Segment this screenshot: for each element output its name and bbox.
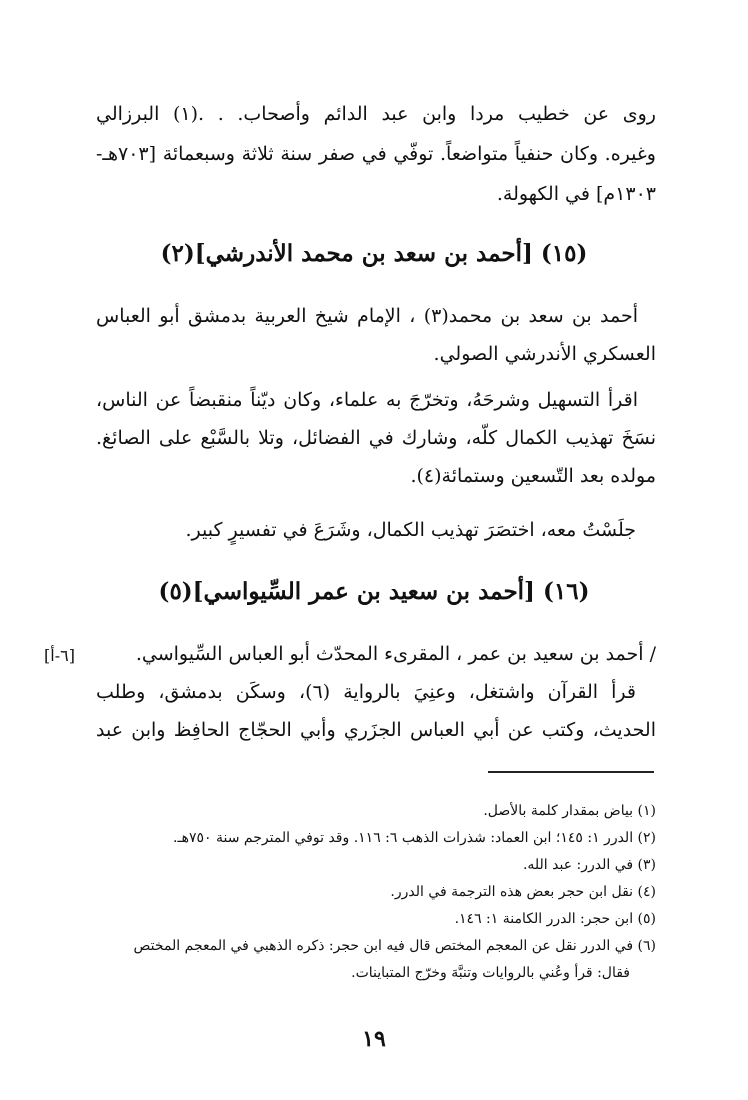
entry-heading: (١٦) [أحمد بن سعيد بن عمر السِّيواسي](٥) [158,578,590,605]
footnote: (٦) في الدرر نقل عن المعجم المختص قال فيه ابن حجر: ذكره الذهبي في المعجم المختص [133,938,656,954]
body-line: العسكري الأندرشي الصولي. [433,343,656,365]
footnote-separator [488,771,654,773]
footnote: (٣) في الدرر: عبد الله. [522,857,656,873]
page-number: ١٩ [362,1026,386,1052]
footnote: (٥) ابن حجر: الدرر الكامنة ١: ١٤٦. [454,911,656,927]
folio-margin-note: [٦-أ] [44,646,75,665]
body-line: الحديث، وكتب عن أبي العباس الجزَري وأبي الحجّاج الحافِظ وابن عبد [96,719,656,741]
body-line: نسَخَ تهذيب الكمال كلّه، وشارك في الفضائل، وتلا بالسَّبْع على الصائغ. [96,427,656,449]
body-line: وغيره. وكان حنفياً متواضعاً. توفّي في صفر سنة ثلاثة وسبعمائة [٧٠٣هـ- [96,143,656,165]
body-line: روى عن خطيب مردا وابن عبد الدائم وأصحاب. . .(١) البرزالي [96,103,656,125]
body-line: مولده بعد التّسعين وستمائة(٤). [410,465,656,487]
body-line: جلَسْتُ معه، اختصَرَ تهذيب الكمال، وشَرَعَ في تفسيرٍ كبير. [185,519,636,541]
footnote: (٢) الدرر ١: ١٤٥؛ ابن العماد: شذرات الذهب ٦: ١١٦. وقد توفي المترجم سنة ٧٥٠هـ. [173,830,656,846]
footnote: (١) بياض بمقدار كلمة بالأصل. [483,803,656,819]
body-line: قرأ القرآن واشتغل، وعنِيَ بالرواية (٦)، وسكَن بدمشق، وطلب [96,681,636,703]
body-line: / أحمد بن سعيد بن عمر ، المقرىء المحدّث أبو العباس السِّيواسي. [135,643,656,665]
entry-heading: (١٥) [أحمد بن سعد بن محمد الأندرشي](٢) [160,240,588,267]
footnote: (٤) نقل ابن حجر بعض هذه الترجمة في الدرر. [390,884,656,900]
body-line: اقرأ التسهيل وشرحَهُ، وتخرّجَ به علماء، وكان ديّناً منقبضاً عن الناس، [96,389,638,411]
footnote: فقال: قرأ وعُني بالروايات وتنبَّهَ وخرّج المتباينات. [351,965,630,981]
body-line: ١٣٠٣م] في الكهولة. [496,183,656,205]
body-line: أحمد بن سعد بن محمد(٣) ، الإمام شيخ العربية بدمشق أبو العباس [96,305,638,327]
